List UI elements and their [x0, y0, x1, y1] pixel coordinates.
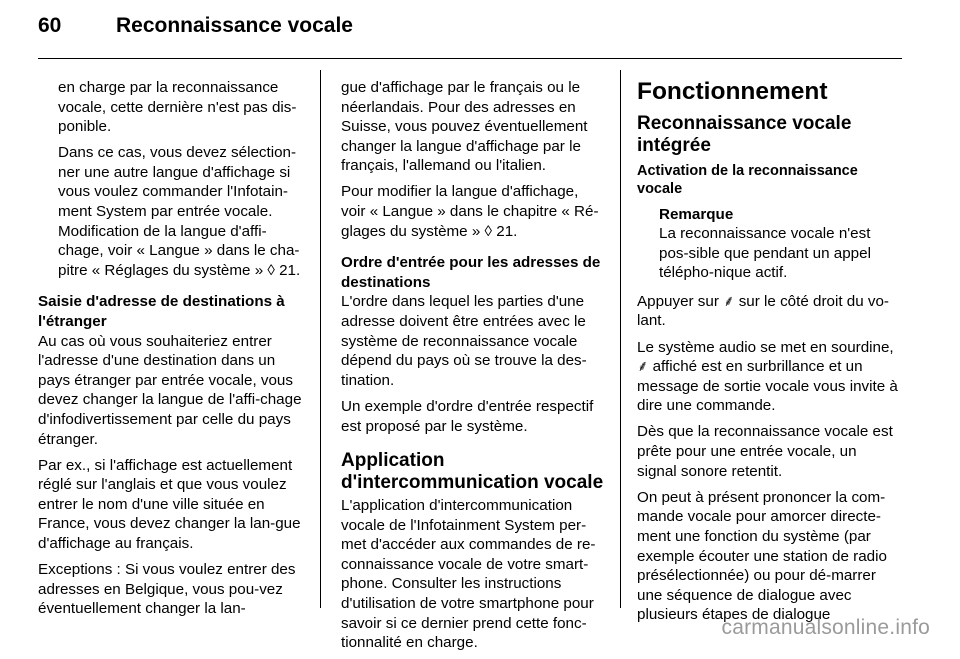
section-title: Fonctionnement [637, 78, 828, 105]
column-divider [620, 70, 621, 608]
paragraph: Dans ce cas, vous devez sélection-ner une autre langue d'affichage si vous voulez commander l'Infotain-ment System par entrée vocale. Modification de la langue d'affi-chage, voir « Langue » dans le cha-pitre « Réglages du système » ◊ 21. [58, 144, 301, 279]
paragraph: Exceptions : Si vous voulez entrer des adresses en Belgique, vous pou-vez éventuellement changer la lan- [38, 561, 296, 618]
section-heading: Reconnaissance vocale intégrée [637, 112, 852, 156]
subheading: Ordre d'entrée pour les adresses de destinations [341, 254, 601, 291]
note-block [637, 205, 900, 283]
column-divider [320, 70, 321, 608]
paragraph: Par ex., si l'affichage est actuellement réglé sur l'anglais et que vous voulez entrer le nom d'une ville située en France, vous devez changer la lan-gue d'affichage au français. [38, 456, 301, 553]
subheading: Saisie d'adresse de destinations à l'étranger [38, 293, 285, 331]
paragraph: Pour modifier la langue d'affichage, voir « Langue » dans le chapitre « Ré-glages du système » ◊ 21. [341, 183, 599, 240]
note-heading: Remarque [659, 205, 734, 223]
note-text: La reconnaissance vocale n'est pos-sible que pendant un appel télépho-nique actif. [659, 225, 871, 282]
subsection-heading: Activation de la reconnaissance vocale [637, 163, 858, 197]
page-header [38, 14, 922, 38]
paragraph: gue d'affichage par le français ou le néerlandais. Pour des adresses en Suisse, vous pouvez éventuellement changer la langue d'affichage par le français, l'allemand ou l'italien. [341, 79, 588, 175]
paragraph: Dès que la reconnaissance vocale est prête pour une entrée vocale, un signal sonore retentit. [637, 423, 893, 480]
header-divider [38, 58, 902, 59]
paragraph: Au cas où vous souhaiteriez entrer l'adresse d'une destination dans un pays étranger par entrée vocale, vous devez changer la langue de l'affi-chage d'infodivertissement par celle du pays étranger. [38, 332, 302, 448]
paragraph: Appuyer sur ⸙ sur le côté droit du vo-lant. [637, 292, 889, 330]
paragraph: On peut à présent prononcer la com-mande vocale pour amorcer directe-ment une fonction du système (par exemple écouter une station de radio présélectionnée) ou pour dé-marrer une séquence de dialogue avec plusieurs étapes de dialogue [637, 488, 887, 624]
paragraph: Le système audio se met en sourdine, ⸙ affiché est en surbrillance et un message de sortie vocale vous invite à dire une commande. [637, 338, 898, 415]
column-1 [38, 78, 306, 625]
watermark: carmanualsonline.info [721, 616, 930, 639]
page-number: 60 [38, 14, 62, 37]
paragraph: en charge par la reconnaissance vocale, cette dernière n'est pas dis-ponible. [58, 79, 297, 136]
paragraph: L'application d'intercommunication vocale de l'Infotainment System per-met d'accéder aux commandes de re-connaissance vocale de votre smart-phone. Consulter les instructions d'utilisation de votre smartphone pour savoir si ce dernier prend cette fonc-tionnalité en charge. [341, 497, 596, 652]
column-3 [637, 78, 900, 631]
section-heading: Application d'intercommunication vocale [341, 450, 604, 494]
column-2 [341, 78, 605, 659]
paragraph: Un exemple d'ordre d'entrée respectif est proposé par le système. [341, 397, 594, 435]
page-title: Reconnaissance vocale [116, 14, 353, 37]
paragraph: L'ordre dans lequel les parties d'une adresse doivent être entrées avec le système de reconnaissance vocale dépend du pays où se trouve la des-tination. [341, 293, 587, 389]
